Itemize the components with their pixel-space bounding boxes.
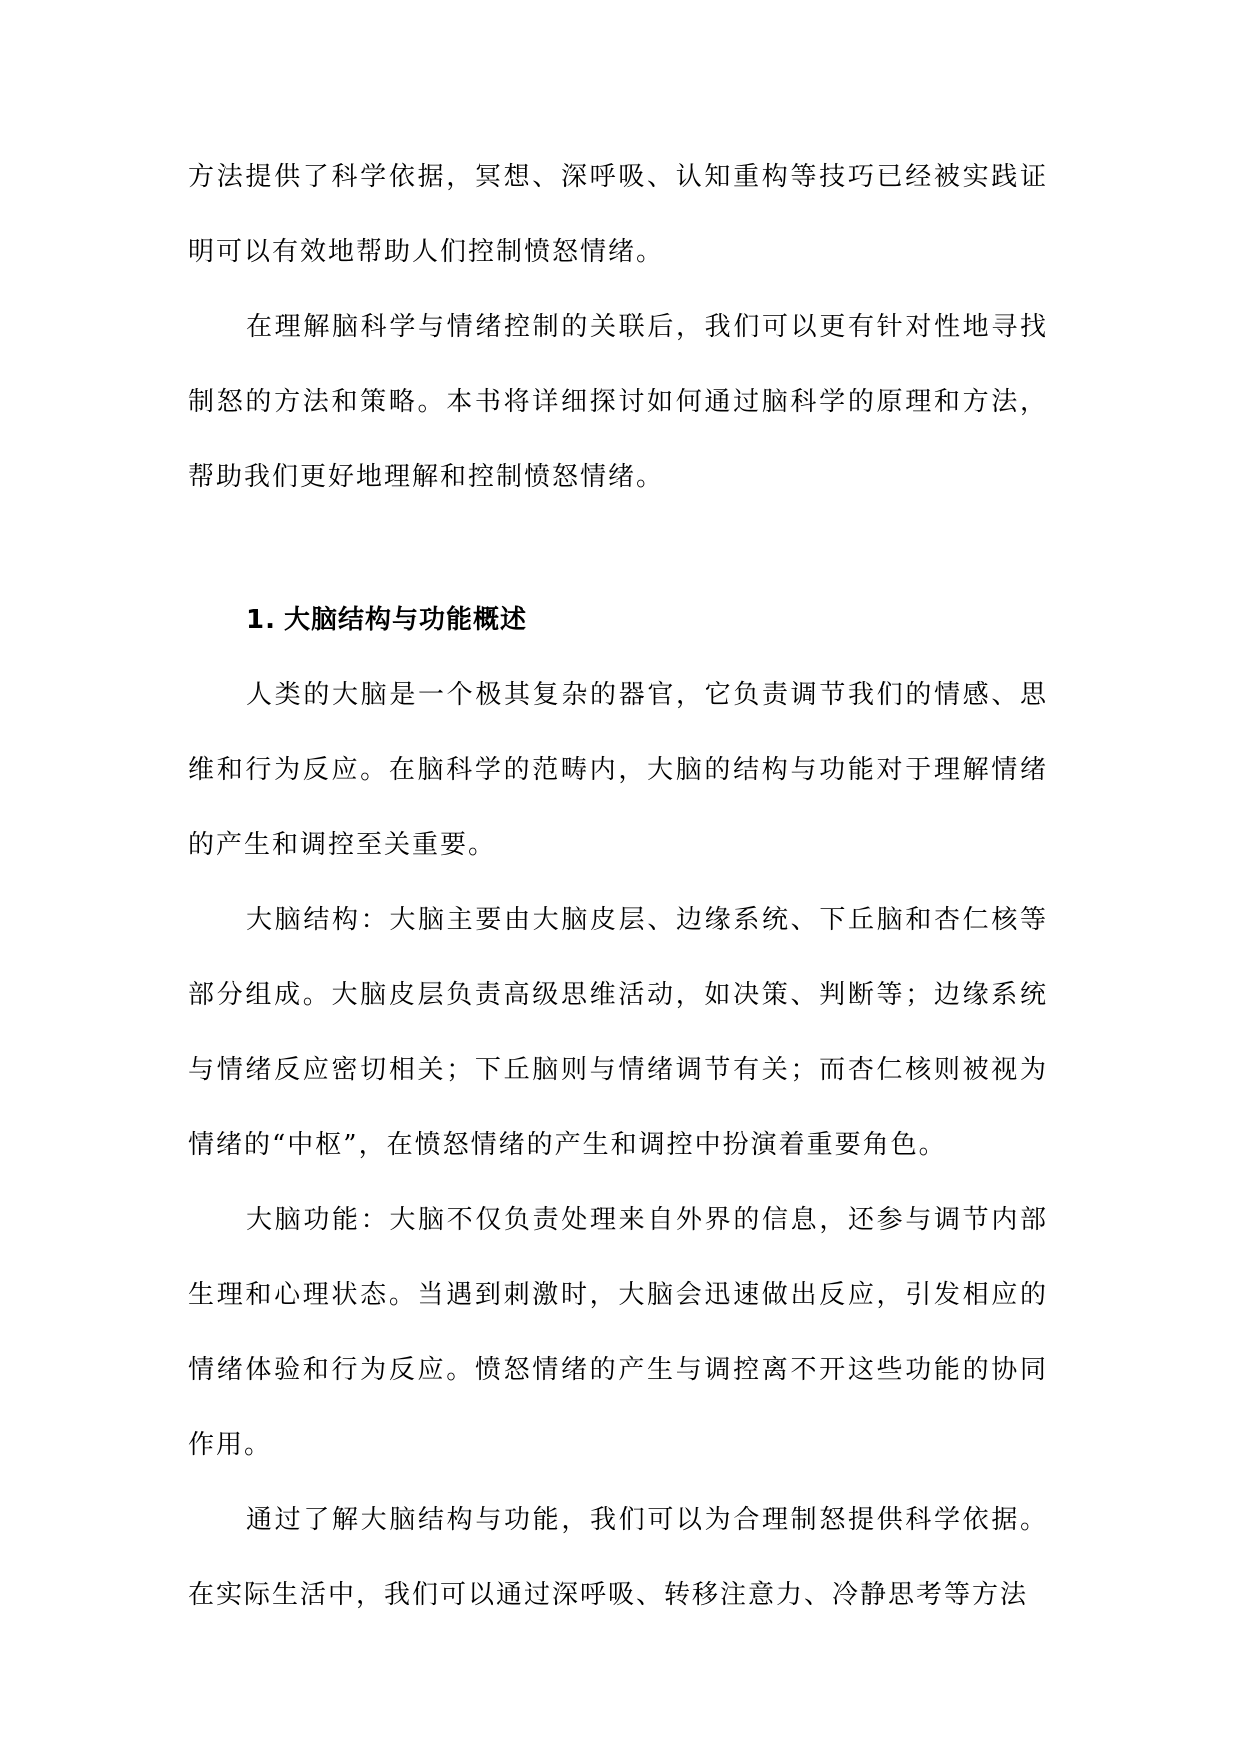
paragraph: 人类的大脑是一个极其复杂的器官，它负责调节我们的情感、思维和行为反应。在脑科学的范畴内，大脑的结构与功能对于理解情绪的产生和调控至关重要。 xyxy=(188,680,1048,860)
paragraph-continued: 方法提供了科学依据，冥想、深呼吸、认知重构等技巧已经被实践证明可以有效地帮助人们控制愤怒情绪。 xyxy=(188,162,1048,267)
section-title: 大脑结构与功能概述 xyxy=(284,605,528,635)
document-body xyxy=(188,140,1048,1633)
paragraph: 大脑功能：大脑不仅负责处理来自外界的信息，还参与调节内部生理和心理状态。当遇到刺激时，大脑会迅速做出反应，引发相应的情绪体验和行为反应。愤怒情绪的产生与调控离不开这些功能的协同作用。 xyxy=(188,1205,1048,1460)
section-heading xyxy=(188,583,1048,658)
section-number: 1. xyxy=(246,605,276,635)
paragraph: 通过了解大脑结构与功能，我们可以为合理制怒提供科学依据。在实际生活中，我们可以通过深呼吸、转移注意力、冷静思考等方法 xyxy=(188,1505,1048,1610)
paragraph: 在理解脑科学与情绪控制的关联后，我们可以更有针对性地寻找制怒的方法和策略。本书将详细探讨如何通过脑科学的原理和方法，帮助我们更好地理解和控制愤怒情绪。 xyxy=(188,312,1048,492)
paragraph: 大脑结构：大脑主要由大脑皮层、边缘系统、下丘脑和杏仁核等部分组成。大脑皮层负责高级思维活动，如决策、判断等；边缘系统与情绪反应密切相关；下丘脑则与情绪调节有关；而杏仁核则被视为情绪的“中枢”，在愤怒情绪的产生和调控中扮演着重要角色。 xyxy=(188,905,1048,1160)
